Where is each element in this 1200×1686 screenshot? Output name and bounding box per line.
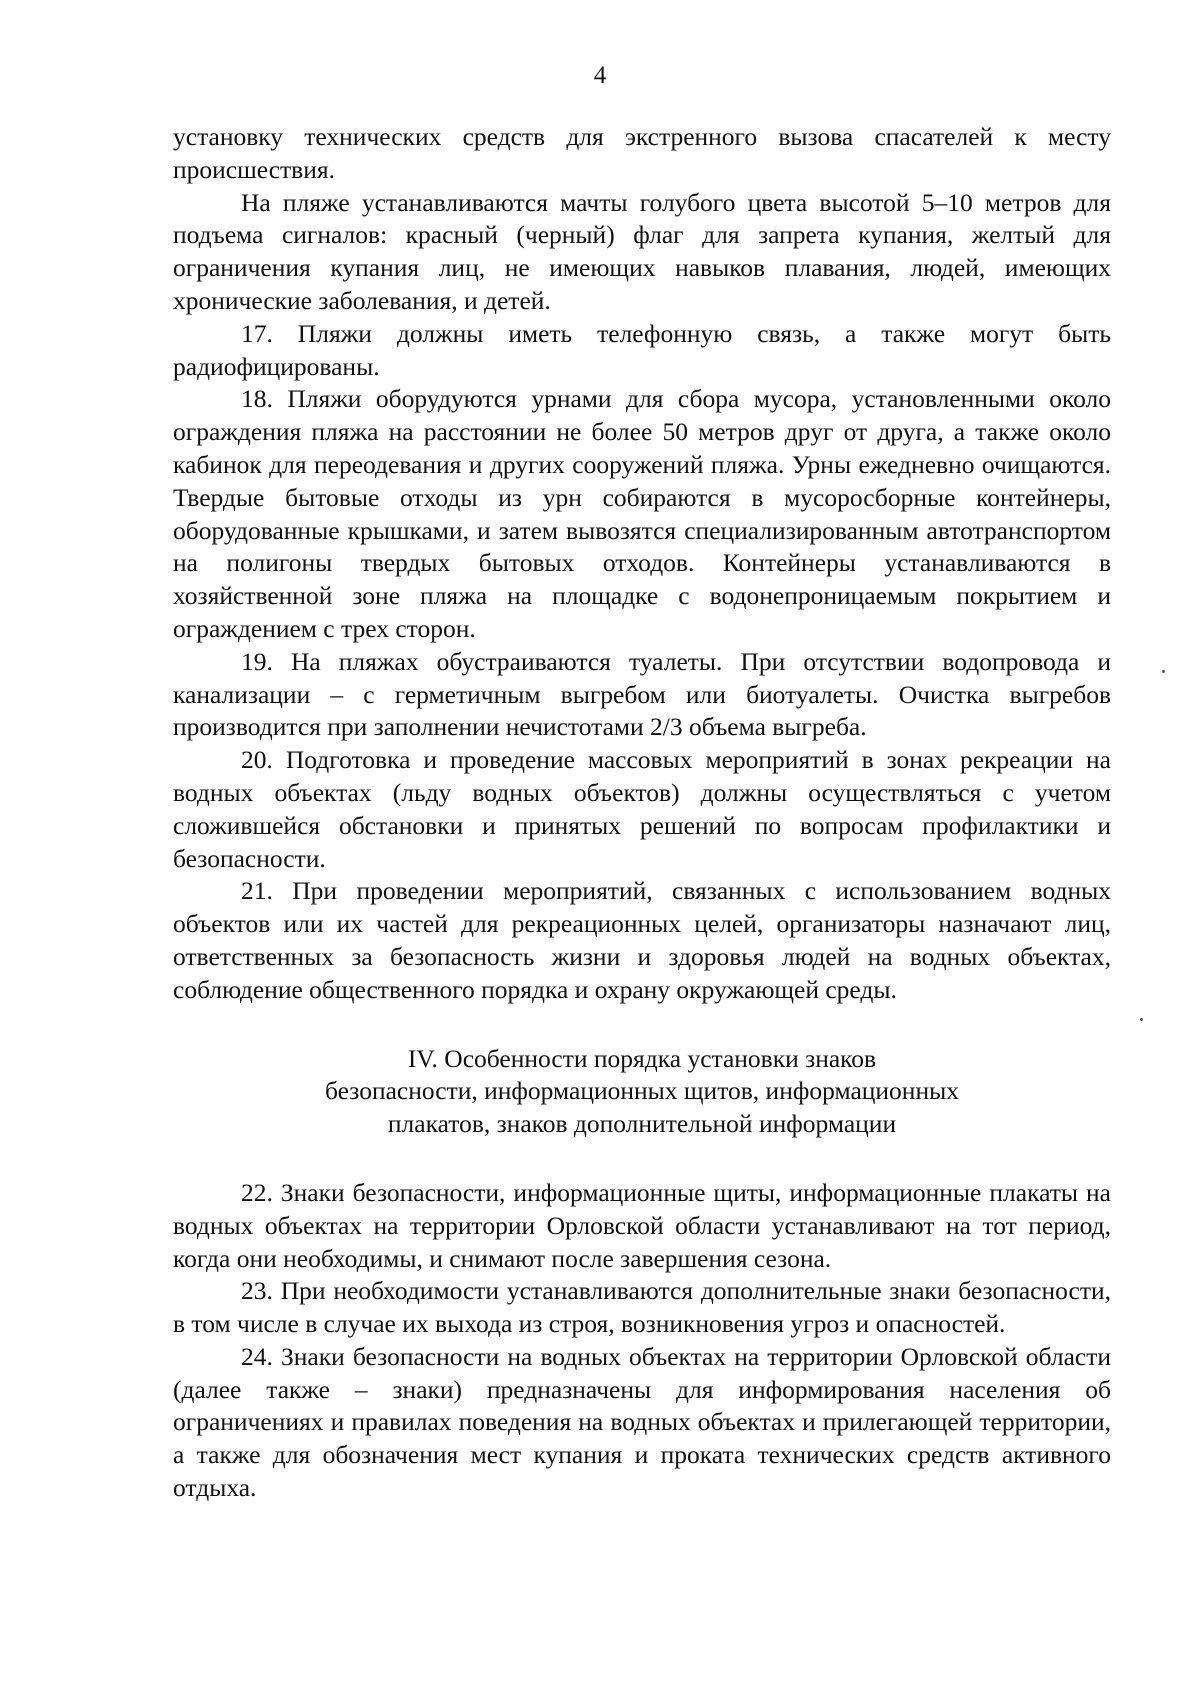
paragraph-22: 22. Знаки безопасности, информационные щиты, информационные плакаты на водных объектах на территории Орловской области устанавливают на тот период, когда они необходимы, и снимают после завершения сезона. xyxy=(173,1177,1111,1273)
scan-speck xyxy=(1162,670,1165,673)
paragraph-19: 19. На пляжах обустраиваются туалеты. При отсутствии водопровода и канализации – с герметичным выгребом или биотуалеты. Очистка выгребов производится при заполнении нечистотами 2/3 объема выгреба. xyxy=(173,646,1111,742)
paragraph-24: 24. Знаки безопасности на водных объектах на территории Орловской области (далее также – знаки) предназначены для информирования населения об ограничениях и правилах поведения на водных объектах и прилегающей территории, а также для обозначения мест купания и проката технических средств активного отдыха. xyxy=(173,1341,1111,1503)
scan-speck xyxy=(1140,1018,1143,1021)
section-heading-line: плакатов, знаков дополнительной информации xyxy=(387,1109,897,1139)
paragraph-17: 17. Пляжи должны иметь телефонную связь, а также могут быть радиофицированы. xyxy=(173,318,1111,381)
section-heading-line: безопасности, информационных щитов, информационных xyxy=(325,1076,959,1106)
paragraph-21: 21. При проведении мероприятий, связанных с использованием водных объектов или их частей для рекреационных целей, организаторы назначают лиц, ответственных за безопасность жизни и здоровья людей на водных объектах, соблюдение общественного порядка и охрану окружающей среды. xyxy=(173,876,1111,1004)
paragraph-18: 18. Пляжи оборудуются урнами для сбора мусора, установленными около ограждения пляжа на расстоянии не более 50 метров друг от друга, а также около кабинок для переодевания и других сооружений пляжа. Урны ежедневно очищаются. Твердые бытовые отходы из урн собираются в мусоросборные контейнеры, оборудованные крышками, и затем вывозятся специализированным автотранспортом на полигоны твердых бытовых отходов. Контейнеры устанавливаются в хозяйственной зоне пляжа на площадке с водонепроницаемым покрытием и ограждением с трех сторон. xyxy=(173,384,1111,643)
paragraph-23: 23. При необходимости устанавливаются дополнительные знаки безопасности, в том числе в случае их выхода из строя, возникновения угроз и опасностей. xyxy=(173,1276,1111,1339)
section-heading xyxy=(173,1043,1111,1141)
paragraph-20: 20. Подготовка и проведение массовых мероприятий в зонах рекреации на водных объектах (льду водных объектов) должны осуществляться с учетом сложившейся обстановки и принятых решений по вопросам профилактики и безопасности. xyxy=(173,745,1111,873)
paragraph-continuation: установку технических средств для экстренного вызова спасателей к месту происшествия. xyxy=(173,122,1111,184)
paragraph-masts-signals: На пляже устанавливаются мачты голубого цвета высотой 5–10 метров для подъема сигналов: красный (черный) флаг для запрета купания, желтый для ограничения купания лиц, не имеющих навыков плавания, людей, имеющих хронические заболевания, и детей. xyxy=(173,187,1111,315)
document-body xyxy=(173,121,1111,1505)
section-heading-line: IV. Особенности порядка установки знаков xyxy=(407,1043,877,1073)
page-number: 4 xyxy=(593,62,607,89)
